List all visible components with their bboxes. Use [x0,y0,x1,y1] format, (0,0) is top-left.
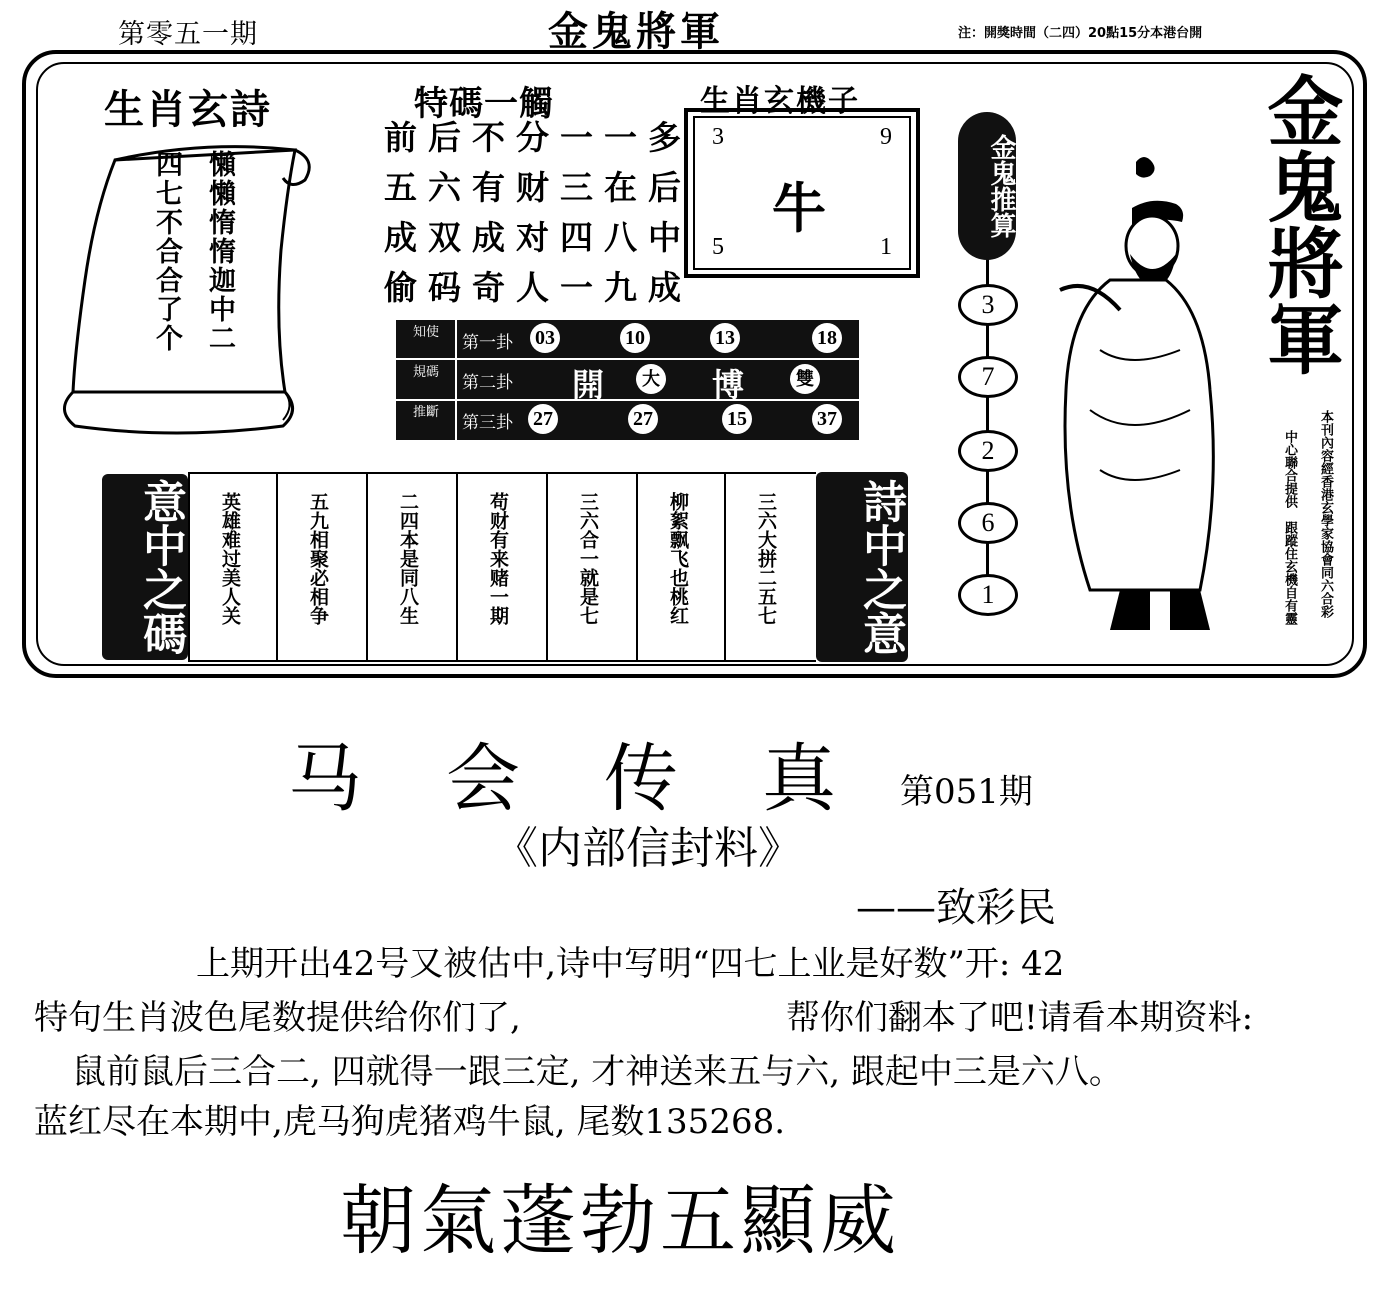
side-note-col1: 本刊內容經香港玄學家協會同六合彩 [1318,410,1333,618]
strip-text: 柳絮飘飞也桃红 [667,492,689,625]
poem-column-2: 四七不合合了个 [151,150,182,353]
table-side-label: 規碼 [412,365,439,380]
number-ball: 10 [620,323,650,353]
special-line-4: 偷码奇人一九成 [384,268,692,307]
strip-text: 二四本是同八生 [397,492,419,625]
zhong-kui-illustration [1040,150,1250,640]
slogan: 朝氣蓬勃五顯威 [340,1176,900,1265]
table-divider [396,399,859,401]
table-row-label: 第一卦 [462,333,513,353]
special-line-1: 前后不分一一多 [384,118,692,157]
special-code-title: 特碼一觸 [414,84,554,124]
number-ball: 37 [812,404,842,434]
number-ball: 27 [628,404,658,434]
box-number-bl: 5 [712,234,724,260]
special-line-3: 成双成对四八中 [384,218,692,257]
box-number-tl: 3 [712,124,724,150]
headline: 马会传真 [288,736,920,822]
brand-side-title: 金鬼將軍 [1255,72,1344,376]
box-number-tr: 9 [880,124,892,150]
table-row-label: 第三卦 [462,413,513,433]
issue-number: 第零五一期 [118,19,258,50]
number-ball: 27 [528,404,558,434]
paragraph-2b: 帮你们翻本了吧!请看本期资料: [786,998,1254,1038]
side-note-col2: 中心聯合提供 跟蹤住玄機自有靈 [1282,430,1297,625]
strip-text: 五九相聚必相争 [307,492,329,625]
gua-character: 開 [572,366,605,404]
gua-character: 博 [712,366,745,404]
number-ball: 18 [812,323,842,353]
calculation-oval: 金鬼推算 [958,112,1016,260]
poem-title: 生肖玄詩 [104,87,272,133]
paragraph-1: 上期开出42号又被估中,诗中写明“四七上业是好数”开: 42 [196,944,1065,984]
zodiac-box-title: 生肖玄機子 [700,84,860,119]
code-in-meaning-block: 意中之碼 [102,474,188,660]
headline-issue: 第051期 [900,772,1033,812]
strip-text: 英雄难过美人关 [219,492,241,625]
paragraph-4: 蓝红尽在本期中,虎马狗虎猪鸡牛鼠, 尾数135268. [34,1102,786,1142]
strip-text: 三六合一就是七 [577,492,599,625]
number-ball: 13 [710,323,740,353]
box-number-br: 1 [880,234,892,260]
number-bead: 3 [958,284,1018,326]
table-row-label: 第二卦 [462,373,513,393]
gua-character: 大 [636,364,666,394]
paragraph-2a: 特句生肖波色尾数提供给你们了, [34,998,521,1038]
number-ball: 15 [722,404,752,434]
number-bead: 2 [958,430,1018,472]
paragraph-3: 鼠前鼠后三合二, 四就得一跟三定, 才神送来五与六, 跟起中三是六八。 [72,1052,1123,1092]
gua-character: 雙 [790,364,820,394]
table-side-label: 推斷 [412,405,439,420]
poem-column-1: 懶懶惰惰迦中二 [204,150,235,353]
special-line-2: 五六有财三在后 [384,168,692,207]
draw-time-note: 注：開獎時間（二四）20點15分本港台開 [958,26,1203,41]
number-ball: 03 [530,323,560,353]
brand-title: 金鬼將軍 [548,8,724,55]
strip-text: 三六大拼二五七 [755,492,777,625]
number-bead: 7 [958,356,1018,398]
meaning-in-poem-block: 詩中之意 [816,472,908,662]
signature-line: ——致彩民 [856,885,1056,931]
number-bead: 1 [958,574,1018,616]
scroll-icon [55,130,313,438]
number-bead: 6 [958,502,1018,544]
subheading: 《内部信封料》 [494,823,802,874]
zodiac-character: 牛 [772,176,826,240]
strip-text: 苟财有来赌一期 [487,492,509,625]
table-divider [396,358,859,360]
table-side-label: 知使 [412,325,439,340]
table-divider [455,320,457,440]
